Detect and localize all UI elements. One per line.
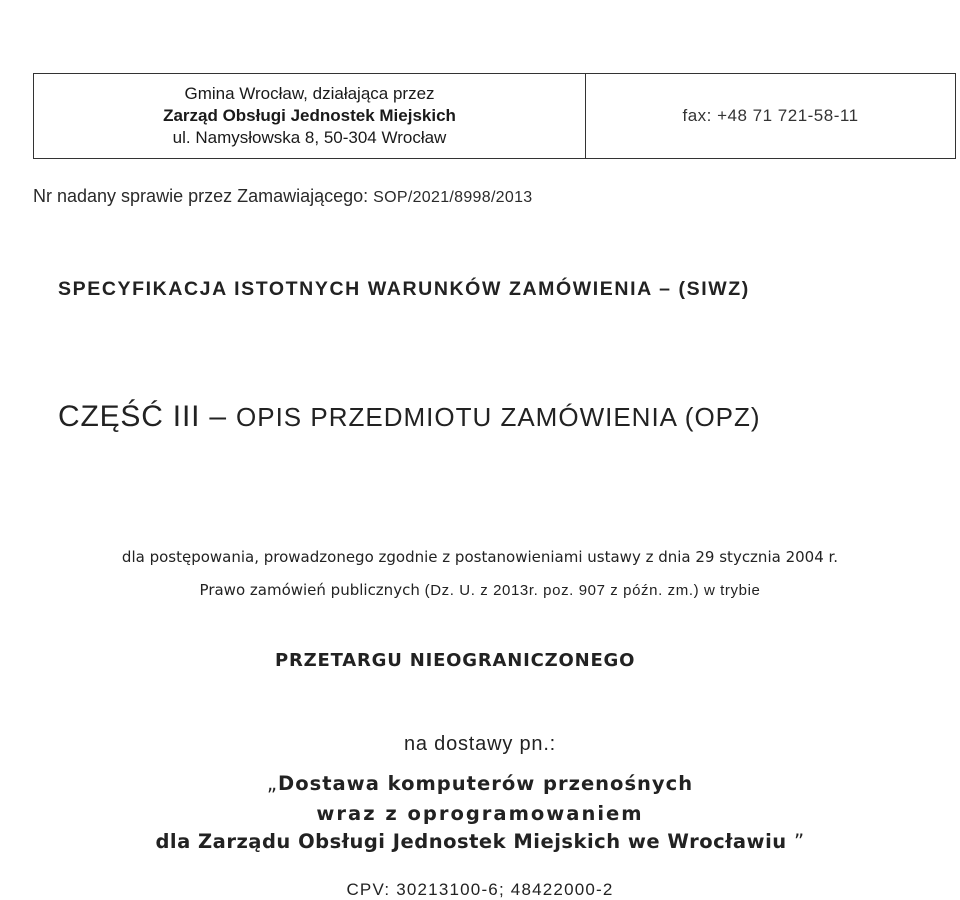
part-dash: – bbox=[209, 400, 227, 433]
procedure-law-name: Prawo zamówień publicznych bbox=[199, 581, 420, 599]
authority-line-2: Zarząd Obsługi Jednostek Miejskich bbox=[163, 106, 456, 125]
case-number-line bbox=[33, 186, 532, 207]
procedure-line-2 bbox=[0, 581, 960, 599]
siwz-title: SPECYFIKACJA ISTOTNYCH WARUNKÓW ZAMÓWIENIA – (SIWZ) bbox=[58, 278, 750, 300]
authority-line-1: Gmina Wrocław, działająca przez bbox=[184, 84, 435, 103]
procedure-line-1: dla postępowania, prowadzonego zgodnie z postanowieniami ustawy z dnia 29 stycznia 2004 r. bbox=[121, 548, 839, 566]
fax-number: fax: +48 71 721-58-11 bbox=[682, 106, 859, 125]
subject-line-1-text: Dostawa komputerów przenośnych bbox=[278, 772, 694, 795]
case-number-value: SOP/2021/8998/2013 bbox=[373, 189, 533, 206]
subject-line-1 bbox=[0, 772, 960, 795]
case-number-label: Nr nadany sprawie przez Zamawiającego: bbox=[33, 186, 369, 206]
subject-line-3-text: dla Zarządu Obsługi Jednostek Miejskich we Wrocławiu bbox=[155, 830, 787, 853]
tender-mode: PRZETARGU NIEOGRANICZONEGO bbox=[275, 650, 636, 671]
part-title bbox=[58, 400, 761, 434]
header-table bbox=[33, 73, 956, 159]
part-number: CZĘŚĆ III bbox=[58, 400, 201, 433]
subject-open-quote: „ bbox=[266, 772, 279, 795]
subject-line-2: wraz z oprogramowaniem bbox=[316, 802, 644, 825]
procedure-law-reference: (Dz. U. z 2013r. poz. 907 z późn. zm.) bbox=[424, 582, 700, 599]
authority-address: ul. Namysłowska 8, 50-304 Wrocław bbox=[172, 128, 447, 147]
procedure-mode-label: w trybie bbox=[703, 582, 761, 599]
subject-close-quote: ” bbox=[793, 830, 805, 853]
fax-cell bbox=[586, 74, 955, 158]
cpv-codes: CPV: 30213100-6; 48422000-2 bbox=[346, 880, 614, 899]
subject-line-3 bbox=[0, 830, 960, 853]
contracting-authority-cell bbox=[34, 74, 586, 158]
delivery-label: na dostawy pn.: bbox=[403, 733, 557, 755]
part-name: OPIS PRZEDMIOTU ZAMÓWIENIA (OPZ) bbox=[236, 402, 761, 432]
